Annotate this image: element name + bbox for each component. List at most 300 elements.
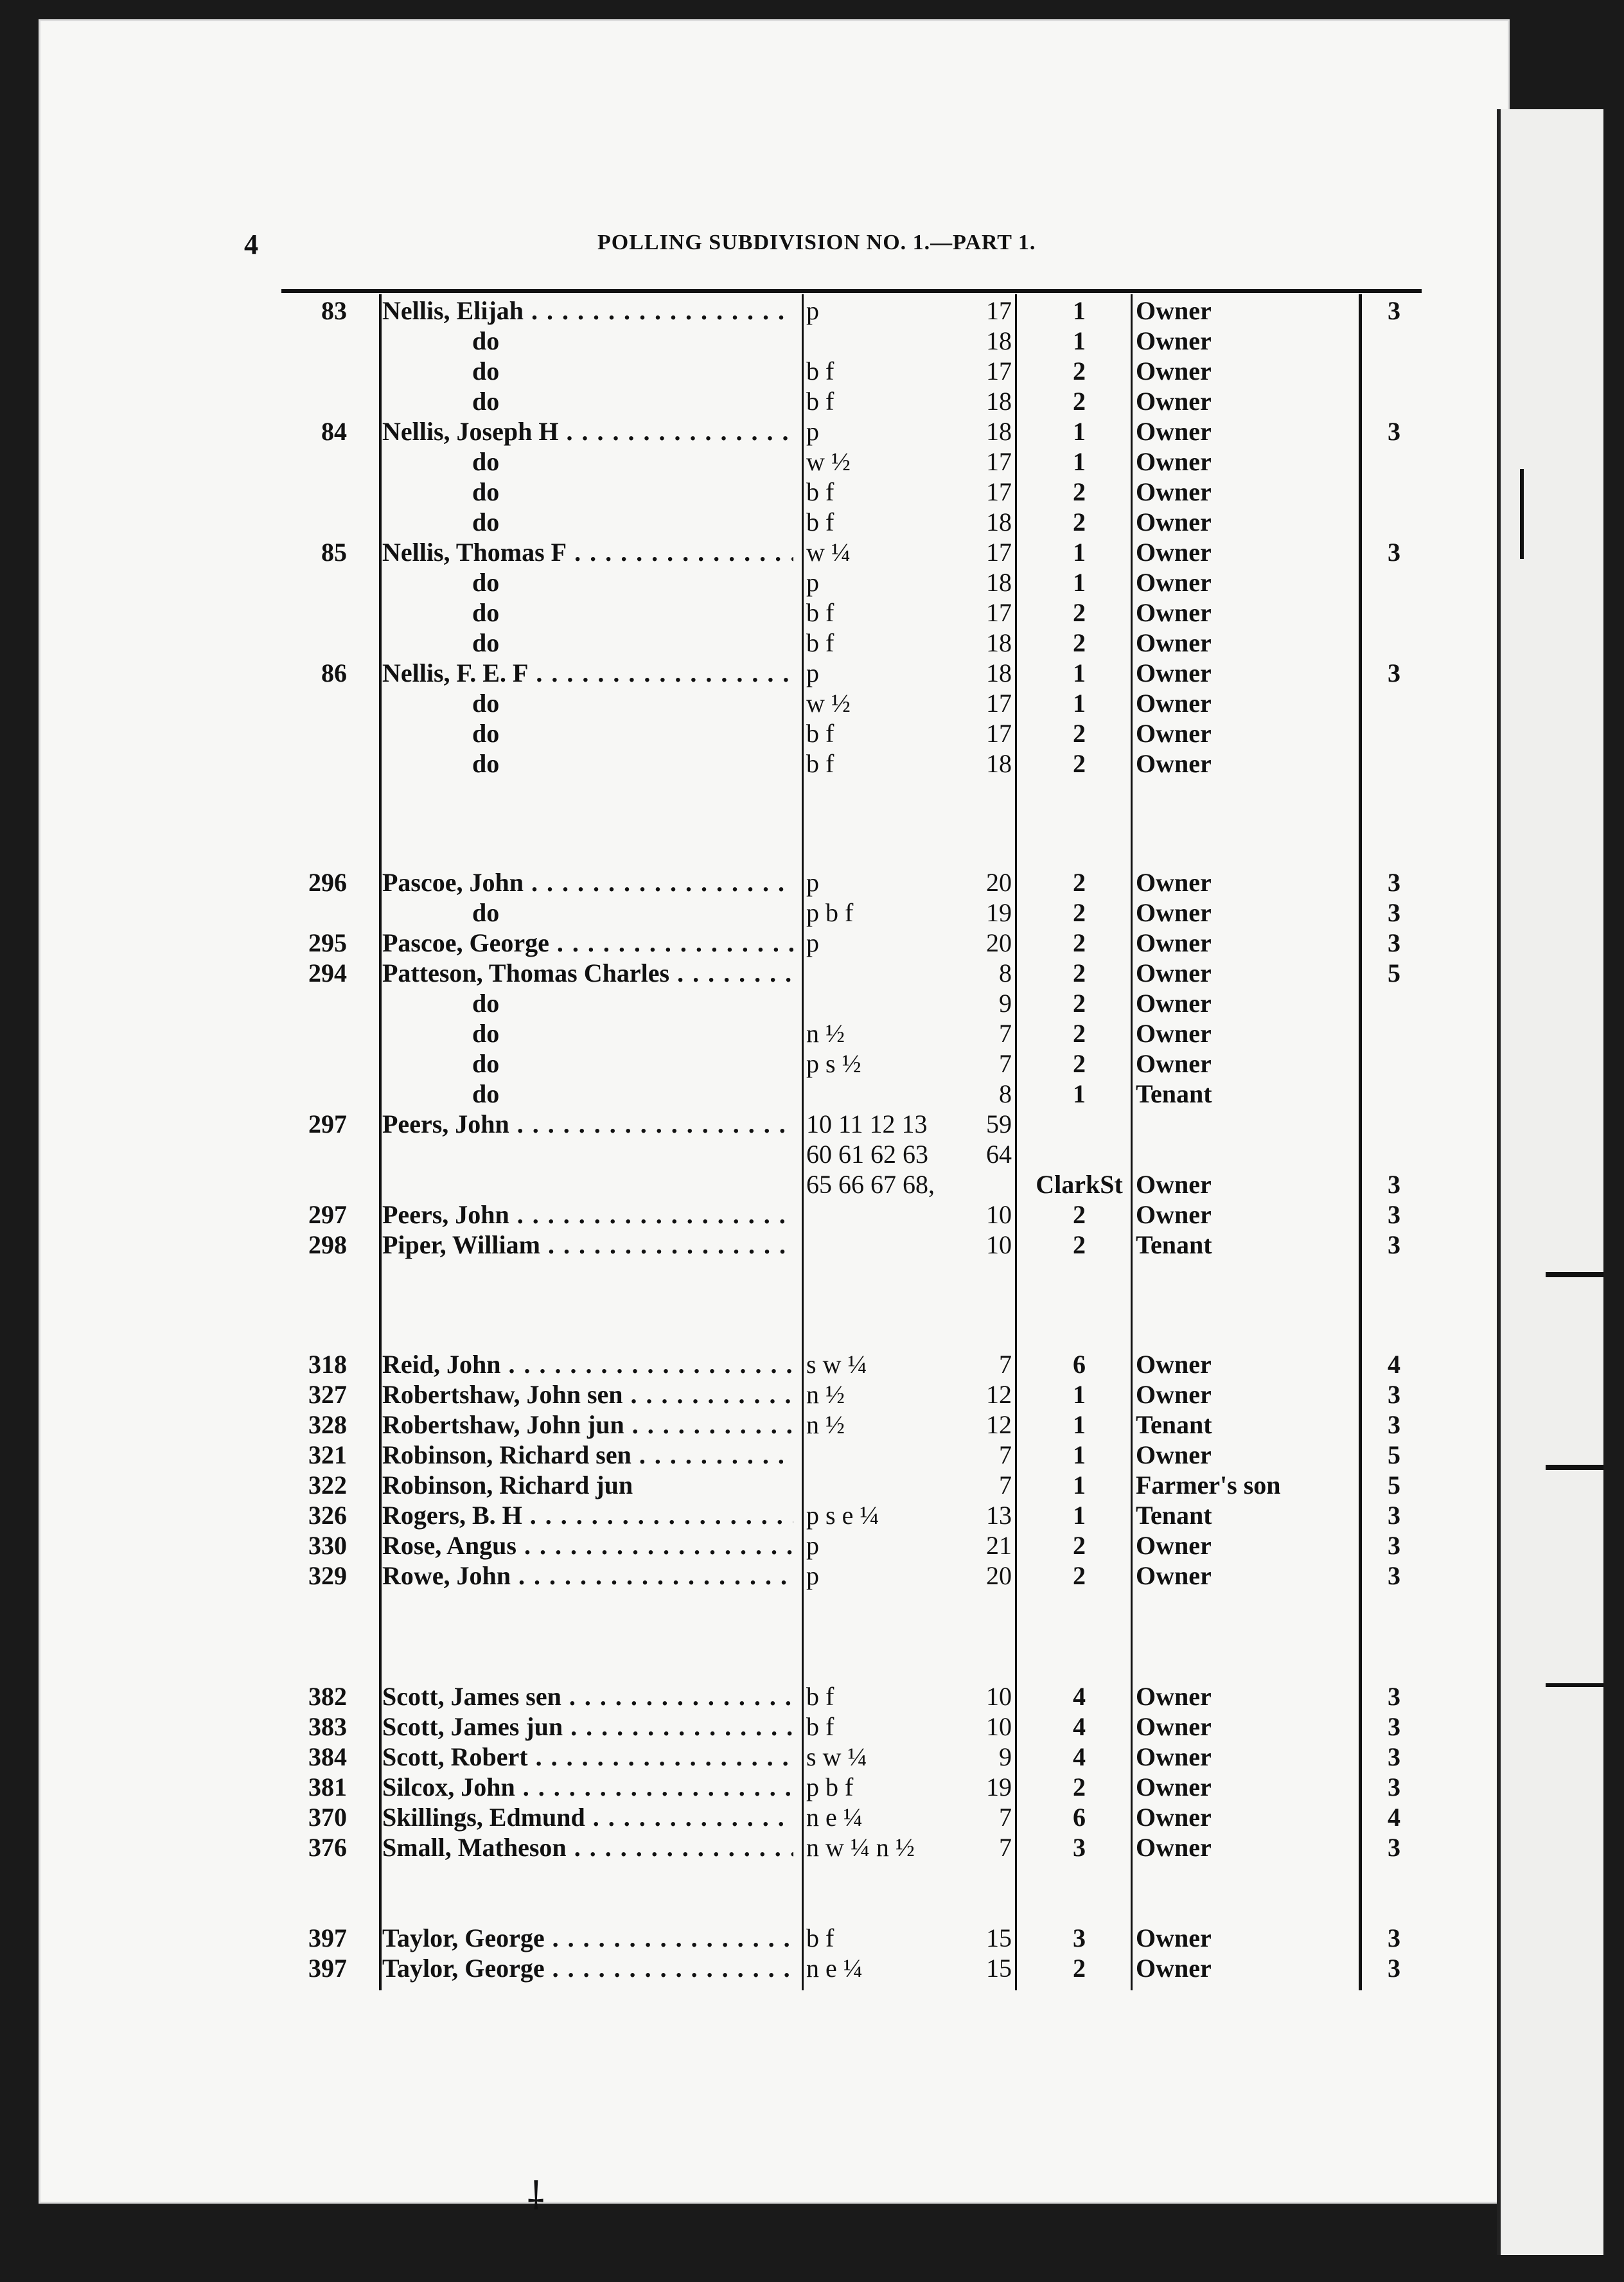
ward-number: 3	[1388, 417, 1400, 446]
ward-number: 3	[1388, 538, 1400, 567]
concession-number: 17	[986, 296, 1012, 325]
plot-number: 3	[1073, 1833, 1086, 1862]
table-row	[0, 1109, 1478, 1139]
voter-name: Nellis, Elijah . . .	[382, 296, 793, 326]
plot-number: 6	[1073, 1350, 1086, 1379]
voter-name: Robertshaw, John sen . . .	[382, 1379, 793, 1410]
lot-description: b f	[806, 508, 834, 536]
voter-name: Robertshaw, John jun . . .	[382, 1410, 793, 1440]
table-row	[0, 1440, 1478, 1470]
voter-number: 382	[308, 1682, 347, 1711]
table-row	[0, 898, 1478, 928]
plot-number: 2	[1073, 1230, 1086, 1259]
ward-number: 3	[1388, 296, 1400, 325]
ward-number: 5	[1388, 959, 1400, 987]
page-title: POLLING SUBDIVISION NO. 1.—PART 1.	[597, 231, 1036, 254]
status: Owner	[1136, 1200, 1212, 1229]
table-row	[0, 567, 1478, 597]
concession-number: 18	[986, 628, 1012, 657]
status: Owner	[1136, 296, 1212, 325]
table-row	[0, 628, 1478, 658]
concession-number: 21	[986, 1531, 1012, 1560]
plot-number: 1	[1073, 296, 1086, 325]
binding-mark: ⸸	[527, 2175, 545, 2218]
table-row	[0, 1169, 1478, 1199]
table-row	[0, 326, 1478, 356]
voter-name: do	[472, 387, 500, 416]
voter-name: Reid, John . . .	[382, 1349, 793, 1379]
voter-name: do	[472, 628, 500, 657]
ward-number: 3	[1388, 1170, 1400, 1199]
concession-number: 7	[999, 1471, 1012, 1499]
concession-number: 17	[986, 689, 1012, 718]
ward-number: 3	[1388, 1954, 1400, 1983]
plot-number: 2	[1073, 1531, 1086, 1560]
voter-name: do	[472, 898, 500, 927]
voter-name: Taylor, George . . .	[382, 1953, 793, 1983]
lot-description: p	[806, 928, 819, 957]
plot-number: 1	[1073, 659, 1086, 687]
plot-number: 4	[1073, 1742, 1086, 1771]
lot-description: w ¼	[806, 538, 851, 567]
voter-number: 384	[308, 1742, 347, 1771]
concession-number: 18	[986, 417, 1012, 446]
voter-number: 326	[308, 1501, 347, 1530]
voter-name: do	[472, 1079, 500, 1108]
table-row	[0, 988, 1478, 1018]
concession-number: 59	[986, 1110, 1012, 1138]
plot-number: 2	[1073, 1200, 1086, 1229]
plot-number: 1	[1073, 1440, 1086, 1469]
concession-number: 10	[986, 1230, 1012, 1259]
status: Owner	[1136, 477, 1212, 506]
voter-name: do	[472, 477, 500, 506]
page-header	[244, 228, 1420, 273]
concession-number: 19	[986, 898, 1012, 927]
plot-number: 2	[1073, 508, 1086, 536]
lot-description: p	[806, 1561, 819, 1590]
ward-number: 3	[1388, 868, 1400, 897]
plot-number: 6	[1073, 1803, 1086, 1832]
plot-number: 1	[1073, 447, 1086, 476]
table-row	[0, 1923, 1478, 1953]
plot-number: 2	[1073, 1049, 1086, 1078]
table-row	[0, 1410, 1478, 1440]
plot-number: 1	[1073, 1079, 1086, 1108]
plot-number: 2	[1073, 357, 1086, 385]
lot-description: 10 11 12 13	[806, 1110, 928, 1138]
lot-description: p s ½	[806, 1049, 861, 1078]
voter-name: do	[472, 508, 500, 536]
lot-description: p	[806, 417, 819, 446]
plot-number: 1	[1073, 538, 1086, 567]
lot-description: s w ¼	[806, 1742, 867, 1771]
ward-number: 3	[1388, 1682, 1400, 1711]
status: Owner	[1136, 357, 1212, 385]
plot-number: 2	[1073, 868, 1086, 897]
table-row	[0, 1230, 1478, 1260]
strip-mark	[1520, 469, 1524, 559]
status: Tenant	[1136, 1230, 1212, 1259]
status: Owner	[1136, 1380, 1212, 1409]
lot-description: p	[806, 659, 819, 687]
concession-number: 20	[986, 868, 1012, 897]
plot-number: 1	[1073, 689, 1086, 718]
ward-number: 3	[1388, 1712, 1400, 1741]
status: Owner	[1136, 508, 1212, 536]
lot-description: p b f	[806, 1773, 854, 1801]
voter-number: 296	[308, 868, 347, 897]
voter-name: do	[472, 1049, 500, 1078]
voter-number: 322	[308, 1471, 347, 1499]
status: Owner	[1136, 1682, 1212, 1711]
voter-number: 84	[321, 417, 347, 446]
voter-name: Nellis, Thomas F . . .	[382, 537, 793, 567]
lot-description: p	[806, 296, 819, 325]
ward-number: 3	[1388, 1410, 1400, 1439]
lot-description: b f	[806, 387, 834, 416]
table-row	[0, 1712, 1478, 1742]
voter-number: 85	[321, 538, 347, 567]
status: Owner	[1136, 928, 1212, 957]
concession-number: 8	[999, 959, 1012, 987]
table-row	[0, 1079, 1478, 1109]
concession-number: 17	[986, 538, 1012, 567]
concession-number: 20	[986, 1561, 1012, 1590]
concession-number: 18	[986, 568, 1012, 597]
status: Owner	[1136, 1019, 1212, 1048]
status: Owner	[1136, 689, 1212, 718]
ward-number: 3	[1388, 1833, 1400, 1862]
plot-number: 1	[1073, 326, 1086, 355]
table-row	[0, 416, 1478, 447]
table-row	[0, 718, 1478, 748]
status: Owner	[1136, 1440, 1212, 1469]
status: Owner	[1136, 1561, 1212, 1590]
concession-number: 17	[986, 719, 1012, 748]
status: Owner	[1136, 1803, 1212, 1832]
voter-name: do	[472, 357, 500, 385]
lot-description: w ½	[806, 689, 851, 718]
ward-number: 3	[1388, 1924, 1400, 1952]
voter-name: Rose, Angus . . .	[382, 1530, 793, 1561]
status: Owner	[1136, 568, 1212, 597]
voter-name: do	[472, 719, 500, 748]
status: Owner	[1136, 598, 1212, 627]
status: Owner	[1136, 1833, 1212, 1862]
status: Owner	[1136, 1924, 1212, 1952]
status: Owner	[1136, 1350, 1212, 1379]
table-row	[0, 1832, 1478, 1862]
voter-number: 370	[308, 1803, 347, 1832]
lot-description: b f	[806, 598, 834, 627]
plot-number: 2	[1073, 628, 1086, 657]
status: Owner	[1136, 719, 1212, 748]
plot-number: 2	[1073, 598, 1086, 627]
table-row	[0, 1018, 1478, 1048]
plot-number: 2	[1073, 898, 1086, 927]
ward-number: 3	[1388, 928, 1400, 957]
status: Owner	[1136, 417, 1212, 446]
lot-description: b f	[806, 1712, 834, 1741]
plot-number: ClarkSt	[1036, 1170, 1123, 1199]
voter-number: 295	[308, 928, 347, 957]
voter-name: Nellis, F. E. F . . .	[382, 658, 793, 688]
voter-name: Scott, Robert . . .	[382, 1742, 793, 1772]
voter-name: do	[472, 568, 500, 597]
voter-number: 298	[308, 1230, 347, 1259]
table-row	[0, 1500, 1478, 1530]
voter-name: Robinson, Richard sen . . .	[382, 1440, 793, 1470]
voter-name: Skillings, Edmund . . .	[382, 1802, 793, 1832]
lot-description: n ½	[806, 1410, 845, 1439]
concession-number: 12	[986, 1380, 1012, 1409]
strip-mark	[1546, 1683, 1603, 1687]
concession-number: 12	[986, 1410, 1012, 1439]
concession-number: 18	[986, 508, 1012, 536]
plot-number: 4	[1073, 1682, 1086, 1711]
table-row	[0, 1470, 1478, 1500]
voter-number: 318	[308, 1350, 347, 1379]
plot-number: 2	[1073, 928, 1086, 957]
table-row	[0, 1953, 1478, 1983]
status: Owner	[1136, 326, 1212, 355]
voter-name: Silcox, John . . .	[382, 1772, 793, 1802]
status: Owner	[1136, 447, 1212, 476]
lot-description: n w ¼ n ½	[806, 1833, 915, 1862]
table-row	[0, 1048, 1478, 1079]
table-row	[0, 507, 1478, 537]
plot-number: 3	[1073, 1924, 1086, 1952]
voter-name: do	[472, 326, 500, 355]
plot-number: 1	[1073, 417, 1086, 446]
voter-name: Nellis, Joseph H . . .	[382, 416, 793, 447]
table-row	[0, 1199, 1478, 1230]
voter-name: Taylor, George . . .	[382, 1923, 793, 1953]
lot-description: n ½	[806, 1380, 845, 1409]
voter-name: do	[472, 749, 500, 778]
ward-number: 4	[1388, 1803, 1400, 1832]
concession-number: 19	[986, 1773, 1012, 1801]
voter-name: Robinson, Richard jun	[382, 1471, 633, 1499]
voter-number: 397	[308, 1954, 347, 1983]
lot-description: b f	[806, 357, 834, 385]
concession-number: 17	[986, 598, 1012, 627]
voter-name: do	[472, 447, 500, 476]
voter-name: Scott, James sen . . .	[382, 1681, 793, 1712]
concession-number: 18	[986, 387, 1012, 416]
concession-number: 7	[999, 1803, 1012, 1832]
plot-number: 2	[1073, 477, 1086, 506]
status: Tenant	[1136, 1501, 1212, 1530]
plot-number: 2	[1073, 1773, 1086, 1801]
lot-description: b f	[806, 719, 834, 748]
voter-name: do	[472, 1019, 500, 1048]
strip-mark	[1546, 1465, 1603, 1470]
plot-number: 2	[1073, 719, 1086, 748]
status: Owner	[1136, 1049, 1212, 1078]
concession-number: 7	[999, 1019, 1012, 1048]
plot-number: 2	[1073, 749, 1086, 778]
table-row	[0, 1681, 1478, 1712]
voter-name: Piper, William . . .	[382, 1230, 793, 1260]
table-row	[0, 1349, 1478, 1379]
concession-number: 7	[999, 1440, 1012, 1469]
plot-number: 2	[1073, 387, 1086, 416]
voter-number: 327	[308, 1380, 347, 1409]
lot-description: b f	[806, 1924, 834, 1952]
voter-number: 329	[308, 1561, 347, 1590]
status: Farmer's son	[1136, 1471, 1281, 1499]
concession-number: 7	[999, 1049, 1012, 1078]
ward-number: 3	[1388, 1230, 1400, 1259]
concession-number: 17	[986, 447, 1012, 476]
ward-number: 3	[1388, 1531, 1400, 1560]
plot-number: 1	[1073, 568, 1086, 597]
concession-number: 18	[986, 659, 1012, 687]
header-rule	[281, 289, 1422, 293]
voter-name: Rogers, B. H . . .	[382, 1500, 793, 1530]
plot-number: 1	[1073, 1471, 1086, 1499]
lot-description: p	[806, 1531, 819, 1560]
lot-description: n e ¼	[806, 1954, 863, 1983]
table-row	[0, 477, 1478, 507]
voter-name: Scott, James jun . . .	[382, 1712, 793, 1742]
status: Tenant	[1136, 1410, 1212, 1439]
status: Owner	[1136, 1773, 1212, 1801]
lot-description: 65 66 67 68,	[806, 1170, 935, 1199]
ward-number: 3	[1388, 1773, 1400, 1801]
ward-number: 3	[1388, 1380, 1400, 1409]
lot-description: n ½	[806, 1019, 845, 1048]
voter-number: 321	[308, 1440, 347, 1469]
plot-number: 2	[1073, 1561, 1086, 1590]
table-row	[0, 537, 1478, 567]
lot-description: b f	[806, 628, 834, 657]
plot-number: 2	[1073, 959, 1086, 987]
plot-number: 2	[1073, 1019, 1086, 1048]
concession-number: 18	[986, 749, 1012, 778]
lot-description: n e ¼	[806, 1803, 863, 1832]
status: Owner	[1136, 898, 1212, 927]
concession-number: 7	[999, 1350, 1012, 1379]
concession-number: 9	[999, 989, 1012, 1018]
ward-number: 5	[1388, 1440, 1400, 1469]
lot-description: p	[806, 868, 819, 897]
table-row	[0, 1772, 1478, 1802]
concession-number: 64	[986, 1140, 1012, 1169]
voter-number: 383	[308, 1712, 347, 1741]
table-row	[0, 958, 1478, 988]
concession-number: 10	[986, 1682, 1012, 1711]
lot-description: p	[806, 568, 819, 597]
voter-number: 330	[308, 1531, 347, 1560]
table-row	[0, 447, 1478, 477]
concession-number: 9	[999, 1742, 1012, 1771]
plot-number: 1	[1073, 1380, 1086, 1409]
table-row	[0, 356, 1478, 386]
voter-name: Peers, John . . .	[382, 1109, 793, 1139]
status: Owner	[1136, 387, 1212, 416]
plot-number: 2	[1073, 1954, 1086, 1983]
voter-number: 397	[308, 1924, 347, 1952]
concession-number: 18	[986, 326, 1012, 355]
status: Owner	[1136, 959, 1212, 987]
table-row	[0, 1802, 1478, 1832]
table-row	[0, 1561, 1478, 1591]
concession-number: 20	[986, 928, 1012, 957]
plot-number: 2	[1073, 989, 1086, 1018]
voter-number: 294	[308, 959, 347, 987]
voter-name: do	[472, 598, 500, 627]
status: Owner	[1136, 1170, 1212, 1199]
table-row	[0, 1379, 1478, 1410]
table-row	[0, 1742, 1478, 1772]
ward-number: 3	[1388, 1501, 1400, 1530]
voter-number: 381	[308, 1773, 347, 1801]
voter-number: 376	[308, 1833, 347, 1862]
ward-number: 5	[1388, 1471, 1400, 1499]
status: Owner	[1136, 989, 1212, 1018]
voter-number: 328	[308, 1410, 347, 1439]
table-row	[0, 867, 1478, 898]
ward-number: 3	[1388, 1561, 1400, 1590]
plot-number: 1	[1073, 1410, 1086, 1439]
status: Owner	[1136, 538, 1212, 567]
ward-number: 3	[1388, 1742, 1400, 1771]
concession-number: 10	[986, 1200, 1012, 1229]
concession-number: 17	[986, 357, 1012, 385]
ward-number: 3	[1388, 659, 1400, 687]
concession-number: 8	[999, 1079, 1012, 1108]
concession-number: 13	[986, 1501, 1012, 1530]
status: Owner	[1136, 868, 1212, 897]
voter-name: do	[472, 689, 500, 718]
voter-name: Small, Matheson . . .	[382, 1832, 793, 1862]
table-row	[0, 1530, 1478, 1561]
voter-name: Rowe, John . . .	[382, 1561, 793, 1591]
voter-number: 297	[308, 1200, 347, 1229]
table-row	[0, 688, 1478, 718]
page-number: 4	[244, 229, 258, 260]
voter-name: do	[472, 989, 500, 1018]
table-row	[0, 296, 1478, 326]
table-row	[0, 597, 1478, 628]
table-row	[0, 928, 1478, 958]
status: Owner	[1136, 1531, 1212, 1560]
concession-number: 15	[986, 1954, 1012, 1983]
status: Owner	[1136, 1742, 1212, 1771]
table-row	[0, 658, 1478, 688]
table-row	[0, 386, 1478, 416]
lot-description: p b f	[806, 898, 854, 927]
lot-description: s w ¼	[806, 1350, 867, 1379]
voter-number: 86	[321, 659, 347, 687]
table-row	[0, 1139, 1478, 1169]
plot-number: 4	[1073, 1712, 1086, 1741]
concession-number: 7	[999, 1833, 1012, 1862]
status: Owner	[1136, 1954, 1212, 1983]
strip-mark	[1546, 1272, 1603, 1277]
voter-name: Pascoe, George . . .	[382, 928, 793, 958]
status: Tenant	[1136, 1079, 1212, 1108]
lot-description: b f	[806, 749, 834, 778]
lot-description: 60 61 62 63	[806, 1140, 928, 1169]
adjacent-page-edge	[1497, 109, 1603, 2255]
voter-name: Pascoe, John . . .	[382, 867, 793, 898]
voter-number: 297	[308, 1110, 347, 1138]
status: Owner	[1136, 749, 1212, 778]
